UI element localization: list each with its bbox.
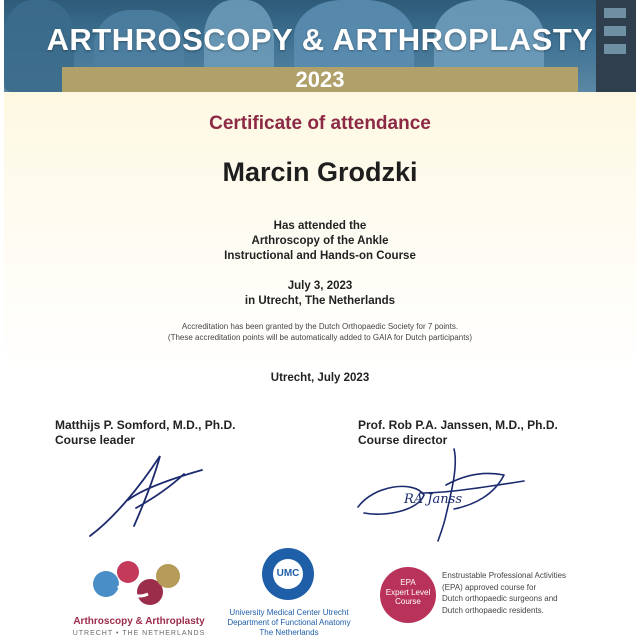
course-line: Arthroscopy of the Ankle xyxy=(251,235,389,247)
certificate xyxy=(4,0,636,640)
signature-somford xyxy=(84,448,214,543)
umc-logo-text: University Medical Center Utrecht Department of Functional Anatomy The Netherlands xyxy=(227,608,351,637)
place-date: Utrecht, July 2023 xyxy=(270,372,370,384)
epa-description: Enstrustable Professional Activities (EPA) approved course for Dutch orthopaedic surgeons and Dutch orthopaedic residents. xyxy=(442,571,567,615)
location-line: in Utrecht, The Netherlands xyxy=(244,295,396,307)
accreditation-note: Accreditation has been granted by the Dutch Orthopaedic Society for 7 points. (These accreditation points will be automatically added to GAIA for Dutch participants) xyxy=(167,322,473,342)
signer-role: Course director xyxy=(358,433,448,447)
page-title: ARTHROSCOPY & ARTHROPLASTY xyxy=(46,22,594,57)
signer-name: Prof. Rob P.A. Janssen, M.D., Ph.D. xyxy=(358,418,558,432)
recipient-name: Marcin Grodzki xyxy=(222,157,418,187)
course-line: Has attended the xyxy=(273,220,367,232)
signer-role: Course leader xyxy=(55,433,136,447)
umc-logo-icon: UMC xyxy=(262,548,314,600)
course-line: Instructional and Hands-on Course xyxy=(224,250,416,262)
date-line: July 3, 2023 xyxy=(287,280,353,292)
signer-right xyxy=(358,418,558,448)
year-banner: 2023 xyxy=(62,67,578,92)
signer-name: Matthijs P. Somford, M.D., Ph.D. xyxy=(55,418,236,432)
course-description xyxy=(4,219,636,264)
signature-scribble: RA Janss xyxy=(404,492,462,507)
aa-logo-text: Arthroscopy & Arthroplasty UTRECHT • THE NETHERLANDS xyxy=(72,616,206,637)
epa-badge: EPA Expert Level Course xyxy=(380,567,436,623)
aa-logo-icon xyxy=(88,556,188,614)
certificate-heading: Certificate of attendance xyxy=(209,113,431,134)
course-date-location xyxy=(4,279,636,309)
signer-left xyxy=(55,418,235,448)
signature-janssen xyxy=(354,445,544,545)
